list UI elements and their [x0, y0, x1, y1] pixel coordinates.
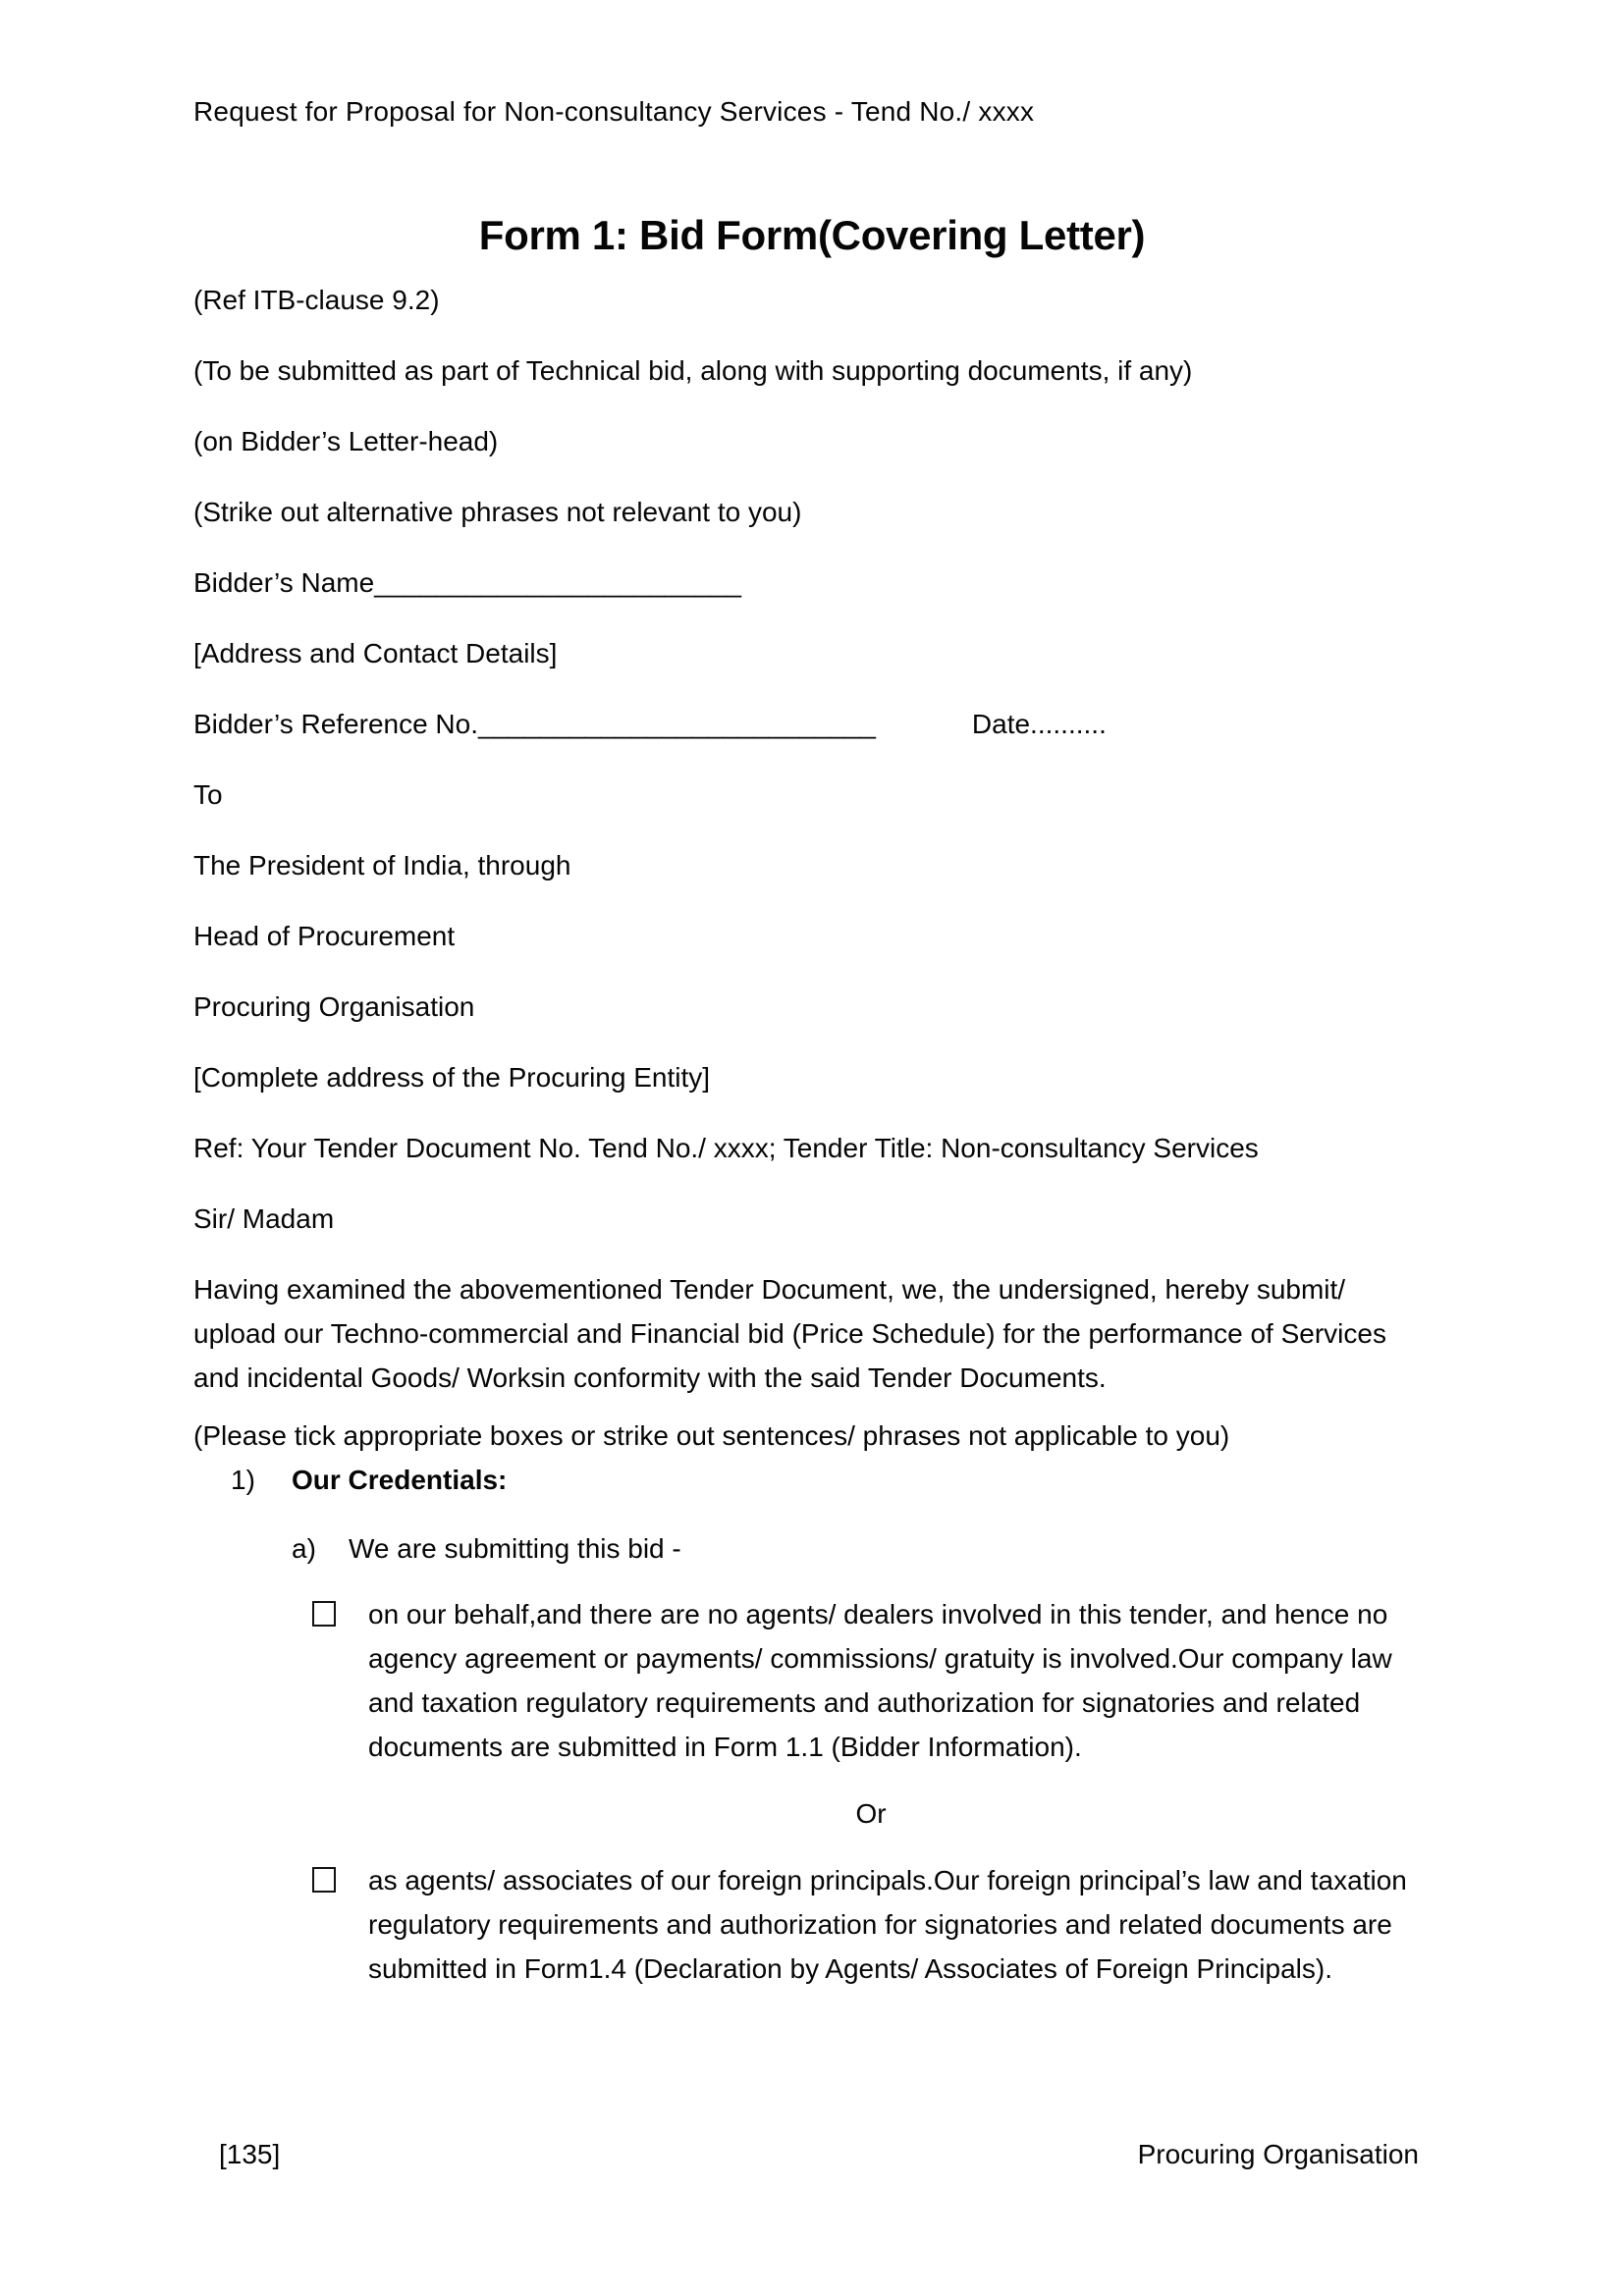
bidder-name-blank[interactable]: ________________________ [374, 567, 741, 598]
bidder-name-row [193, 561, 1487, 605]
credentials-heading: Our Credentials: [292, 1465, 508, 1495]
ref-clause-note: (Ref ITB-clause 9.2) [193, 285, 440, 315]
page-header: Request for Proposal for Non-consultancy Services - Tend No./ xxxx [193, 96, 1035, 127]
reference-label: Bidder’s Reference No. [193, 709, 479, 739]
option-own-behalf [193, 1592, 1487, 1769]
strike-out-note: (Strike out alternative phrases not relevant to you) [193, 497, 802, 527]
recipient-president: The President of India, through [193, 850, 571, 881]
recipient-to: To [193, 779, 223, 810]
address-placeholder: [Address and Contact Details] [193, 638, 558, 668]
list-number: 1) [231, 1465, 255, 1495]
submitting-bid-label: We are submitting this bid - [349, 1533, 681, 1564]
option-own-behalf-text [368, 1592, 1392, 1769]
option-text-line: as agents/ associates of our foreign principals.Our foreign principal’s law and taxation [368, 1865, 1407, 1896]
option-text-line: agency agreement or payments/ commissions/ gratuity is involved.Our company law [368, 1643, 1392, 1674]
bidder-name-label: Bidder’s Name [193, 567, 375, 598]
option-text-line: submitted in Form1.4 (Declaration by Agents/ Associates of Foreign Principals). [368, 1953, 1332, 1984]
option-foreign-principals-text [368, 1858, 1407, 1991]
body-paragraph-line: upload our Techno-commercial and Financial bid (Price Schedule) for the performance of Services [193, 1318, 1386, 1349]
option-text-line: on our behalf,and there are no agents/ dealers involved in this tender, and hence no [368, 1599, 1388, 1629]
reference-row [193, 702, 1487, 746]
recipient-address-placeholder: [Complete address of the Procuring Entity] [193, 1062, 711, 1093]
submission-note: (To be submitted as part of Technical bid, along with supporting documents, if any) [193, 355, 1193, 386]
list-item-submitting-bid [193, 1526, 1487, 1571]
salutation: Sir/ Madam [193, 1203, 335, 1234]
list-letter: a) [292, 1533, 316, 1564]
recipient-organisation: Procuring Organisation [193, 991, 475, 1022]
footer-organisation: Procuring Organisation [1137, 2139, 1419, 2169]
option-text-line: documents are submitted in Form 1.1 (Bidder Information). [368, 1732, 1082, 1762]
form-title: Form 1: Bid Form(Covering Letter) [478, 212, 1146, 258]
reference-blank[interactable]: __________________________ [478, 709, 876, 739]
recipient-head-procurement: Head of Procurement [193, 921, 456, 951]
tender-ref-line: Ref: Your Tender Document No. Tend No./ xxxx; Tender Title: Non-consultancy Services [193, 1133, 1259, 1163]
date-label: Date.......... [971, 709, 1107, 739]
or-separator: Or [855, 1798, 887, 1829]
body-paragraph [193, 1267, 1487, 1400]
option-text-line: and taxation regulatory requirements and authorization for signatories and related [368, 1687, 1361, 1718]
body-paragraph-line: and incidental Goods/ Worksin conformity with the said Tender Documents. [193, 1362, 1107, 1393]
list-item-credentials [193, 1458, 1487, 1502]
option-text-line: regulatory requirements and authorization for signatories and related documents are [368, 1909, 1392, 1940]
tick-instruction-note: (Please tick appropriate boxes or strike out sentences/ phrases not applicable to you) [193, 1420, 1230, 1451]
checkbox-own-behalf[interactable] [312, 1601, 336, 1627]
body-paragraph-line: Having examined the abovementioned Tender Document, we, the undersigned, hereby submit/ [193, 1274, 1346, 1305]
option-foreign-principals [193, 1858, 1487, 1991]
page-number: [135] [219, 2139, 281, 2169]
checkbox-foreign-principals[interactable] [312, 1867, 336, 1893]
letterhead-note: (on Bidder’s Letter-head) [193, 426, 499, 456]
